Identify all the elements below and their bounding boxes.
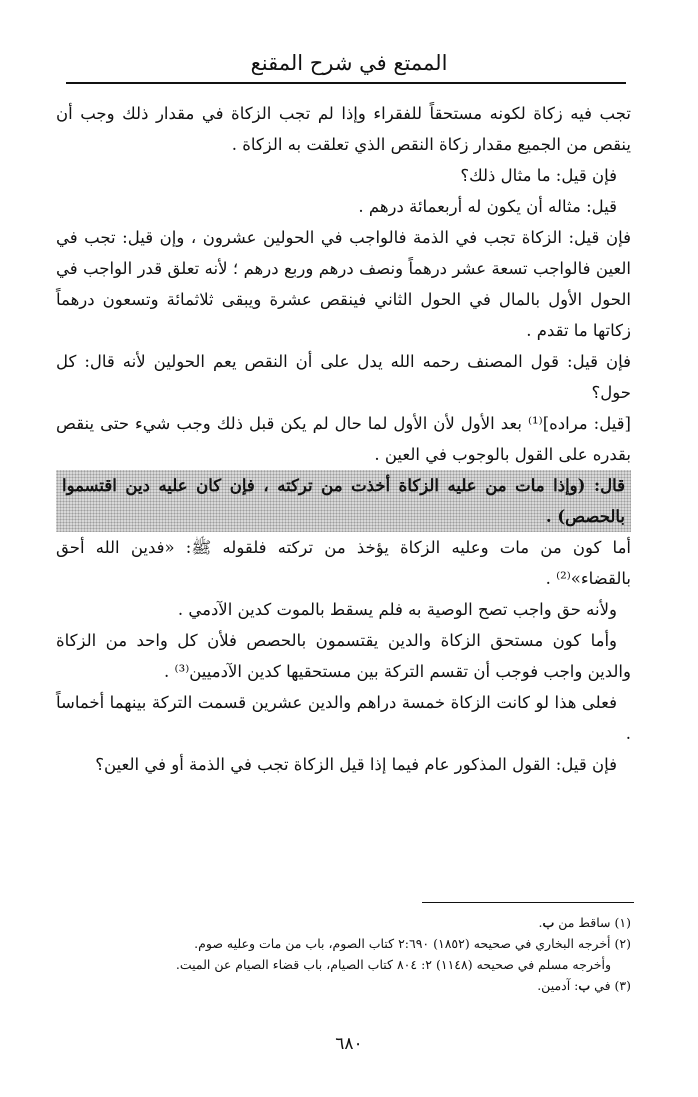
paragraph-6: [قيل: مراده]⁽¹⁾ بعد الأول لأن الأول لما حال لم يكن قبل ذلك وجب شيء حتى ينقص بقدره على القول بالوجوب في العين . bbox=[56, 414, 631, 464]
footnotes bbox=[56, 912, 631, 996]
paragraph-10: فعلى هذا لو كانت الزكاة خمسة دراهم والدين عشرين قسمت التركة بينهما أخماساً . bbox=[56, 693, 631, 743]
paragraph-9: وأما كون مستحق الزكاة والدين يقتسمون بالحصص فلأن كل واحد من الزكاة والدين واجب فوجب أن تقسم التركة بين مستحقيها كدين الآدميين⁽³⁾ . bbox=[56, 631, 631, 681]
paragraph-5: فإن قيل: قول المصنف رحمه الله يدل على أن النقص يعم الحولين لأنه قال: كل حول؟ bbox=[56, 352, 631, 402]
paragraph-2: فإن قيل: ما مثال ذلك؟ bbox=[460, 166, 617, 185]
footnote-2-continuation: وأخرجه مسلم في صحيحه (١١٤٨) ٢: ٨٠٤ كتاب الصيام، باب قضاء الصيام عن الميت. bbox=[175, 957, 611, 972]
matn-highlight: قال: (وإذا مات من عليه الزكاة أخذت من تركته ، فإن كان عليه دين اقتسموا بالحصص) . bbox=[56, 470, 631, 532]
paragraph-3: قيل: مثاله أن يكون له أربعمائة درهم . bbox=[358, 197, 617, 216]
paragraph-4: فإن قيل: الزكاة تجب في الذمة فالواجب في الحولين عشرون ، وإن قيل: تجب في العين فالواجب تسعة عشر درهماً ونصف درهم وربع درهم ؛ لأنه تعلق قدر الواجب في الحول الأول بالمال في الحول الثاني فينقص عشرة ويبقى ثلاثمائة وتسعون درهماً زكاتها ما تقدم . bbox=[56, 228, 631, 340]
footnote-1: (١) ساقط من ب. bbox=[538, 915, 631, 930]
paragraph-8: ولأنه حق واجب تصح الوصية به فلم يسقط بالموت كدين الآدمي . bbox=[177, 600, 617, 619]
footnote-1-ms: ب bbox=[542, 915, 555, 930]
footnote-1-text: (١) ساقط من bbox=[554, 915, 631, 930]
footnote-2: (٢) أخرجه البخاري في صحيحه (١٨٥٢) ٢:٦٩٠ كتاب الصوم، باب من مات وعليه صوم. bbox=[194, 936, 631, 951]
footnote-3-text: : آدمين. bbox=[537, 978, 579, 993]
paragraph-11: فإن قيل: القول المذكور عام فيما إذا قيل الزكاة تجب في الذمة أو في العين؟ bbox=[95, 755, 617, 774]
page-number: ٦٨٠ bbox=[335, 1034, 363, 1054]
header-rule bbox=[66, 82, 626, 84]
footnote-3-prefix: (٣) في bbox=[590, 978, 631, 993]
paragraph-1: تجب فيه زكاة لكونه مستحقاً للفقراء وإذا لم تجب الزكاة في مقدار ذلك وجب أن ينقص من الجميع مقدار زكاة النقص الذي تعلقت به الزكاة . bbox=[56, 104, 631, 154]
footnote-rule bbox=[422, 902, 634, 903]
footnote-3-ms: ب bbox=[578, 978, 591, 993]
paragraph-7: أما كون من مات وعليه الزكاة يؤخذ من تركته فلقوله ﷺ: «فدين الله أحق بالقضاء»⁽²⁾ . bbox=[56, 538, 631, 588]
running-header: الممتع في شرح المقنع bbox=[250, 51, 448, 75]
footnote-3 bbox=[56, 975, 631, 996]
main-text bbox=[56, 98, 631, 780]
